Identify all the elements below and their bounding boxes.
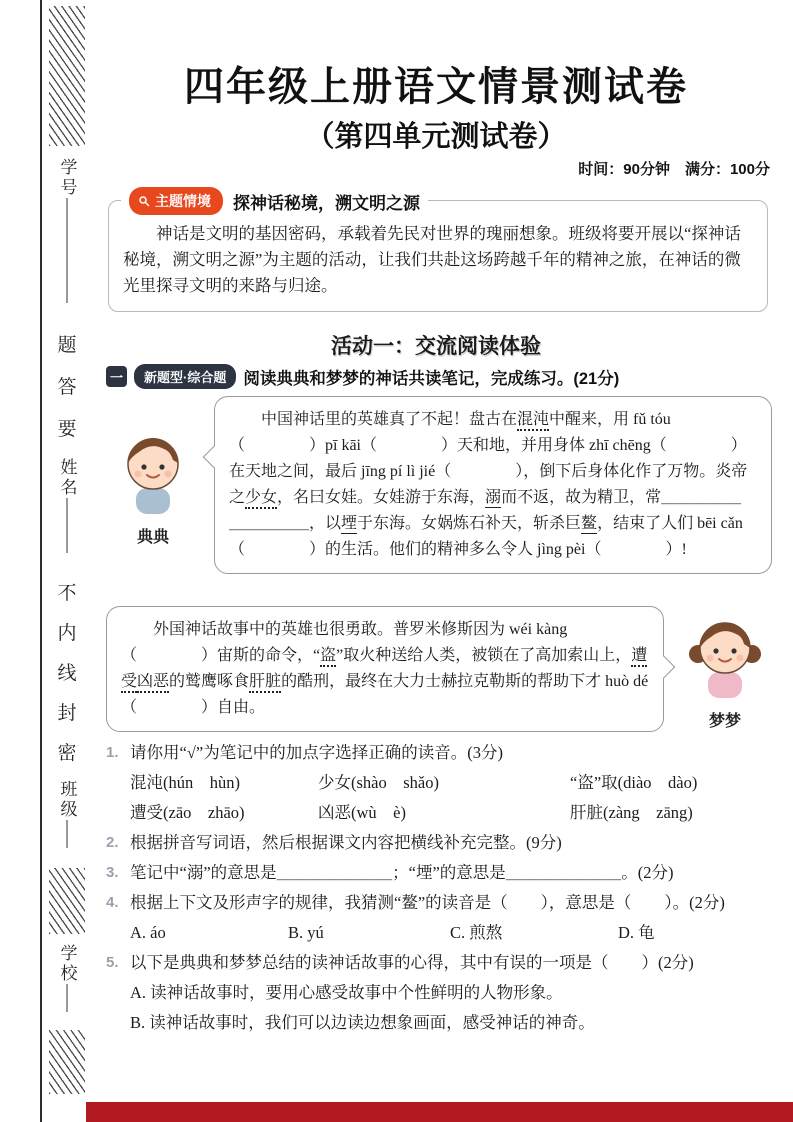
question-text: 笔记中“溺”的意思是＿＿＿＿＿＿＿；“堙”的意思是＿＿＿＿＿＿＿。(2分)	[130, 863, 674, 882]
seal-line-char: 要	[57, 419, 77, 440]
note-bubble-mengmeng	[106, 606, 772, 732]
activity-title: 活动一：交流阅读体验	[331, 335, 541, 358]
theme-header	[121, 187, 428, 215]
note-text-foreign-myths: 外国神话故事中的英雄也很勇敢。普罗米修斯因为 wéi kàng（ ）宙斯的命令，“盗”取火种送给人类，被锁在了高加索山上，遭受凶恶的鹫鹰啄食肝脏的酷刑，最终在大力士赫拉克勒斯的帮助下才 huò dé（ ）自由。	[121, 621, 649, 716]
footer-accent-bar	[86, 1102, 793, 1122]
field-school	[55, 944, 80, 1012]
question-number: 4.	[106, 894, 119, 911]
question-instruction: 阅读典典和梦梦的神话共读笔记，完成练习。(21分)	[243, 369, 620, 388]
question-list	[106, 738, 772, 1038]
question-text: 请你用“√”为笔记中的加点字选择正确的读音。(3分)	[130, 743, 503, 762]
seal-line-char: 答	[57, 377, 77, 398]
note-bubble-diandian	[106, 396, 772, 574]
speech-bubble	[106, 606, 664, 732]
hatch-marks	[49, 868, 85, 934]
question-number: 2.	[106, 834, 119, 851]
bubble-tail	[203, 446, 226, 469]
field-class	[55, 780, 80, 848]
option-pronunciation: 凶恶(wù è)	[318, 803, 406, 822]
choice-d: D. 龟	[618, 923, 655, 942]
field-name	[55, 458, 80, 553]
avatar-column	[106, 430, 200, 574]
hatch-marks	[49, 1030, 85, 1094]
speaker-name: 梦梦	[708, 713, 741, 730]
question-text: 根据上下文及形声字的规律，我猜测“鳌”的读音是（ ），意思是（ ）。(2分)	[130, 893, 725, 912]
question-1-options-row-2	[106, 798, 772, 828]
question-text: 以下是典典和梦梦总结的读神话故事的心得，其中有误的一项是（ ）(2分)	[130, 953, 694, 972]
question-1-options-row-1	[106, 768, 772, 798]
option-pronunciation: 肝脏(zàng zāng)	[570, 803, 693, 822]
theme-badge-label: 主题情境	[155, 193, 211, 209]
binding-margin	[40, 0, 92, 1122]
field-student-number	[55, 158, 80, 303]
avatar-dian-dian	[113, 430, 193, 522]
choice-b: B. yú	[288, 923, 324, 942]
theme-badge	[129, 187, 223, 215]
question-number: 5.	[106, 954, 119, 971]
question-1	[106, 738, 772, 768]
field-class-line	[67, 820, 68, 848]
seal-line-char: 密	[57, 743, 77, 764]
avatar-meng-meng	[685, 614, 765, 706]
question-4-choices	[106, 918, 772, 948]
question-2	[106, 828, 772, 858]
seal-line-char: 封	[57, 703, 77, 724]
seal-line-char: 不	[57, 583, 77, 604]
question-type-badge: 新题型·综合题	[134, 364, 236, 389]
question-text: 根据拼音写词语，然后根据课文内容把横线补充完整。(9分)	[130, 833, 562, 852]
question-5-choice-b: B. 读神话故事时，我们可以边读边想象画面，感受神话的神奇。	[130, 1013, 595, 1032]
question-3	[106, 858, 772, 888]
choice-c: C. 煎熬	[450, 923, 503, 942]
field-student-number-label: 学号	[57, 158, 77, 198]
theme-box	[108, 193, 768, 312]
seal-line-char: 题	[57, 335, 77, 356]
seal-line-char: 内	[57, 623, 77, 644]
field-school-line	[67, 984, 68, 1012]
note-text-china-myths: 中国神话里的英雄真了不起！盘古在混沌中醒来，用 fǔ tóu（ ）pī kāi（ ）天和地，并用身体 zhī chēng（ ）在天地之间，最后 jīng pí lì jié（ ），倒下后身体化作了万物。炎帝之少女，名曰女娃。女娃游于东海，溺而不返，故为精卫，常＿＿＿＿＿＿＿＿＿＿，以堙于东海。女娲炼石补天，斩杀巨鳌，结束了人们 bēi cǎn（ ）的生活。他们的精神多么令人 jìng pèi（ ）!	[229, 411, 748, 558]
magnifier-icon	[138, 195, 150, 207]
theme-paragraph: 神话是文明的基因密码，承载着先民对世界的瑰丽想象。班级将要开展以“探神话秘境，溯文明之源”为主题的活动，让我们共赴这场跨越千年的精神之旅，在神话的微光里探寻文明的来路与归途。	[123, 224, 741, 295]
question-4	[106, 888, 772, 918]
option-pronunciation: “盗”取(diào dào)	[570, 773, 698, 792]
question-number: 1.	[106, 744, 119, 761]
avatar-column	[678, 614, 772, 732]
question-5	[106, 948, 772, 978]
option-pronunciation: 混沌(hún hùn)	[130, 773, 240, 792]
field-name-line	[67, 498, 68, 553]
field-class-label: 班级	[57, 780, 77, 820]
hatch-marks	[49, 6, 85, 146]
theme-heading: 探神话秘境，溯文明之源	[233, 193, 420, 213]
field-student-number-line	[67, 198, 68, 303]
question-block-header	[106, 364, 770, 389]
question-number: 3.	[106, 864, 119, 881]
question-5-choice-a: A. 读神话故事时，要用心感受故事中个性鲜明的人物形象。	[130, 983, 563, 1002]
page-subtitle: （第四单元测试卷）	[305, 121, 567, 154]
speech-bubble	[214, 396, 772, 574]
exam-meta: 时间：90分钟 满分：100分	[578, 161, 770, 178]
section-number-badge: 一	[106, 366, 127, 387]
option-pronunciation: 遭受(zāo zhāo)	[130, 803, 245, 822]
speaker-name: 典典	[136, 529, 169, 546]
field-name-label: 姓名	[57, 458, 77, 498]
choice-a: A. áo	[130, 923, 166, 942]
option-pronunciation: 少女(shào shǎo)	[318, 773, 439, 792]
page-title: 四年级上册语文情景测试卷	[184, 64, 688, 109]
bubble-tail	[653, 656, 676, 679]
seal-line-char: 线	[57, 663, 77, 684]
field-school-label: 学校	[57, 944, 77, 984]
